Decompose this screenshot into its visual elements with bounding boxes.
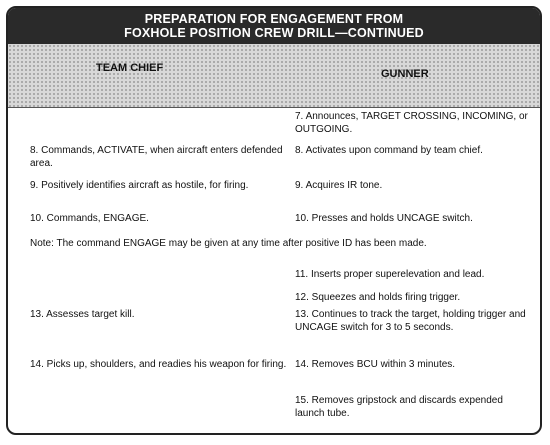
team-chief-step-13: 13. Assesses target kill.	[30, 309, 135, 320]
team-chief-step-8: 8. Commands, ACTIVATE, when aircraft enters defended area.	[30, 145, 283, 169]
gunner-step-7: 7. Announces, TARGET CROSSING, INCOMING, or OUTGOING.	[295, 111, 528, 135]
gunner-step-15: 15. Removes gripstock and discards expended launch tube.	[295, 395, 503, 419]
team-chief-step-9: 9. Positively identifies aircraft as hostile, for firing.	[30, 180, 249, 191]
team-chief-step-14: 14. Picks up, shoulders, and readies his weapon for firing.	[30, 359, 287, 370]
gunner-step-9: 9. Acquires IR tone.	[295, 180, 383, 191]
title-bar	[8, 8, 540, 44]
team-chief-header: TEAM CHIEF	[96, 62, 164, 74]
gunner-step-8: 8. Activates upon command by team chief.	[295, 145, 483, 156]
gunner-step-10: 10. Presses and holds UNCAGE switch.	[295, 213, 473, 224]
title-line-2: FOXHOLE POSITION CREW DRILL—CONTINUED	[124, 26, 424, 40]
team-chief-step-10: 10. Commands, ENGAGE.	[30, 213, 149, 224]
gunner-header: GUNNER	[381, 68, 429, 80]
gunner-step-14: 14. Removes BCU within 3 minutes.	[295, 359, 456, 370]
engage-note: Note: The command ENGAGE may be given at any time after positive ID has been made.	[30, 238, 427, 249]
title-line-1: PREPARATION FOR ENGAGEMENT FROM	[144, 12, 404, 26]
gunner-step-11: 11. Inserts proper superelevation and lead.	[295, 269, 485, 280]
drill-table	[6, 6, 542, 435]
gunner-step-13: 13. Continues to track the target, holding trigger and UNCAGE switch for 3 to 5 seconds.	[295, 309, 526, 333]
gunner-step-12: 12. Squeezes and holds firing trigger.	[295, 292, 461, 303]
column-header-band	[8, 44, 540, 108]
